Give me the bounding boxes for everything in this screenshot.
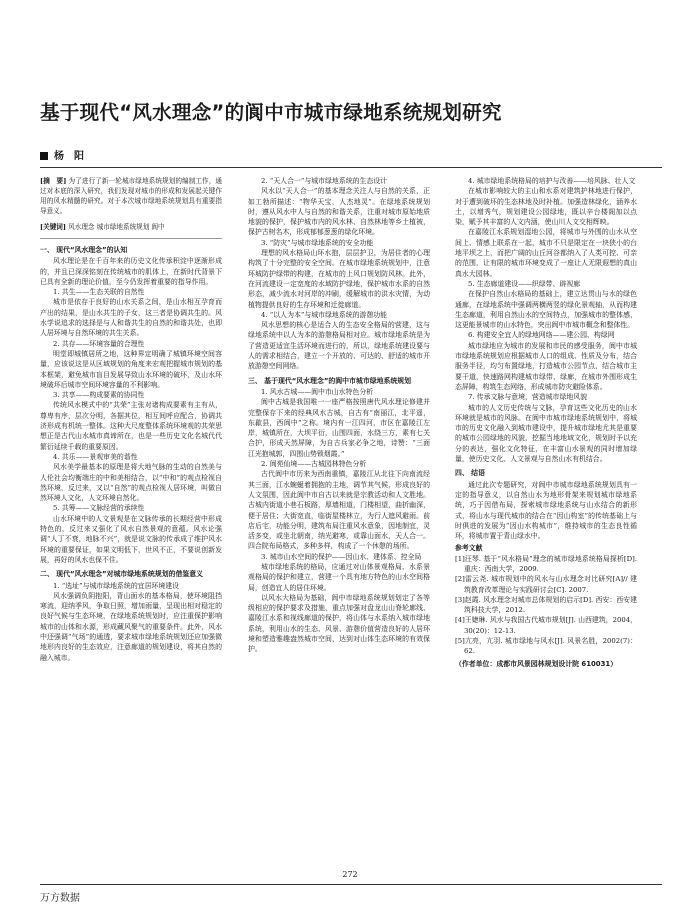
abstract-label: [摘 要] <box>40 177 67 185</box>
abstract <box>40 176 222 216</box>
column-left-body <box>40 245 222 663</box>
section-heading: 一、 现代“风水理念”的认知 <box>40 246 128 254</box>
column-middle-body <box>248 176 430 655</box>
paragraph: 在嘉陵江水系规划湿地公园，将城市与外围的山水从空间上、情感上联系在一起，城市不只是限定在一块狭小的台地平坝之上，而把广阔的山丘河谷都纳入了人类可控、可亲的范围，让有限的城市环境变成了一座让人无限遐想的真山真水大园林。 <box>455 228 637 278</box>
paragraph: 2. “天人合一”与城市绿地系统的生态设计 <box>261 177 388 185</box>
paragraph: 阆中古城是我国唯一一座严格按照唐代风水理论修建并完整保存下来的经典风水古城，自古有“南丽江，北平遥，东歙县，西阆中”之称。境内有一江四河，市区在嘉陵江左岸，城镇所在，大坝平衍，山围四面，水绕三方，素有七关合护，形成天然屏障，为自古兵家必争之地，诗赞：“三面江光抱城郭，四围山势锁烟霞。” <box>248 398 430 458</box>
abstract-rule <box>40 238 222 239</box>
paragraph: 3. “防灾”与城市绿地系统的安全功能 <box>261 238 374 247</box>
paragraph: 古代阆中市历来为西南重镇，嘉陵江从北往下向南流经其三面，江水蜿蜒着拥抱的主地，调节其气候，形成良好的人文氛围，因此阆中市自古以来就是宗教活动和人文胜地。古城内街道小巷石板路，厚墙相道，门楼相望，曲折幽深，便于居住；大街宽直，临街屋楼林立，为行人遮风避雨。前店后宅，功能分明，建筑布局注重风水意象，因地制宜，灵活多变，或坐北朝南，纳光避寒，或靠山面水，天人合一。四合院布局格式，多种多样，构成了一个休憩的场所。 <box>248 470 430 551</box>
keywords-text: 风水理念 城市绿地系统规划 阆中 <box>68 223 165 231</box>
paragraph: 通过此次专题研究，对阆中市城市绿地系统规划具有一定的指导意义，以自然山水为地形骨架来规划城市绿地系统，巧于因借布局，探索城市绿地系统与山水结合的新形式，将山水与现代城市的结合在“因山构室”的传统基础上与时俱进的发展为“因山水构城市”，维持城市的生态良性循环，将城市置于青山绿水中。 <box>455 480 637 541</box>
reference-item: [4]王婕琳. 风水与我国古代城市规划[J]. 山西建筑，2004，30(20)：12-13. <box>455 616 637 635</box>
paragraph: 城市是依存于良好的山水关系之间，是山水相互孕育而产出的结果，是山水共生的子女，这三者是协调共生的。风水学说追求的选择是与人和谐共生的自然的和谐共处，也即人居环境与自然环境的共生关系。 <box>40 298 222 338</box>
header-rule <box>40 167 662 168</box>
author-line <box>40 147 84 162</box>
paragraph: 风水理论是在千百年来的历史文化传承积淀中逐渐形成的，并且已深深铭刻在传统城市的肌体上，在新时代背景下已具有全新的理论价值，至今仍发挥着重要的指导作用。 <box>40 257 222 286</box>
author-name: 杨 阳 <box>54 151 84 162</box>
square-bullet-icon <box>40 152 48 160</box>
paragraph: 风水美学最基本的原理是将大地气脉的生动的自然美与人伦社会均衡端庄的中和美相结合，以“中和”的观点检视自然环境，反过来，又以“自然”的观点检视人居环境，叫做自然环境人文化，人文环境自然化。 <box>40 463 222 503</box>
section-heading: 四、 结语 <box>455 469 485 478</box>
keywords <box>40 222 222 232</box>
column-right-body <box>455 176 637 669</box>
reference-item: [1]汪琴. 基于“风水格局”理念的城市绿地系统格局探析[D]. 重庆：西南大学，2009. <box>455 554 637 573</box>
references-heading: 参考文献 <box>455 544 483 553</box>
paragraph: 4. 共乐——景观审美的谐性 <box>53 452 138 461</box>
paragraph: 传统风水模式中的“共荣”主张对诸构成要素有主有从，尊卑有序，层次分明，各据其位，相互间呼应配合，协调共济形成有机统一整体。这种大尺度整体系统环境观的共荣思想正是古代山水城市真谛所在，也是一些历史文化名城代代繁衍延续千载的重要原因。 <box>40 401 222 451</box>
paragraph: 风水强调负阴抱阳，背山面水的基本格局，使环境阻挡寒流，迎纳季风，争取日照，增加雨量，呈现出相对稳定的良好气候与生态环境，在绿地系统规划时，应注重保护影响城市的山体和水源，形成藏风聚气的重要条件。此外，风水中还强调“气场”的通透，要求城市绿地系统规划还应加强微地形内良好的生态效应，注意廊道的规划建设，将其自然的融入城市。 <box>40 591 222 662</box>
paragraph: 1. “选址”与城市绿地系统的宜居环境建设 <box>53 581 180 590</box>
paragraph: 明堂即城镇居所之地，这种界定明确了城镇环境空间容量，应该说这是从区域规划的角度来宏观把握城市规划的基本框架，避免城市盲目发展导致山水环境的破坏，及山水环境破坏后城市空间环境容量的不利影响。 <box>40 349 222 389</box>
paragraph: 4. “以人为本”与城市绿地系统的游憩功能 <box>261 310 388 319</box>
paragraph: 风水思想的核心是适合人的生态安全格局的营建，这与绿地系统中以人为本的游憩格局相对应。城市绿地系统是为了营造更适宜生活环境而进行的，所以，绿地系统建设要与人的需求相结合，建立一个开放的、可达的、舒适的城市开放游憩空间网络。 <box>248 321 430 371</box>
paragraph: 5. 生态廊道建设——织绿带、辟视廊 <box>468 279 581 288</box>
paragraph: 3. 共享——构成要素的协同性 <box>53 391 145 400</box>
paragraph: 在城市影响较大的主山和水系对建筑护林地进行保护，对于遭到破坏的生态林地及时补植。加强造林绿化，涵养水土，以增秀气，规划建设公园绿地，既以辛台楼阁加以点染，赋予其丰富的人文内涵，使山川人文交相辉映。 <box>455 187 637 227</box>
paragraph: 2. 共存——环境容量的合理性 <box>53 339 145 348</box>
column-right <box>455 176 637 876</box>
paragraph: 城市绿地应为城市的发展和市民的感受服务，阆中市城市绿地系统规划应根据城市人口的组成、性质及分布，结合服务半径，均匀布置绿地，打造城市公园节点，结合城市主要干道，快速路网构建城市绿带、绿廊，在城市外围形成生态屏障，构筑生态网络，形成城市防灾避险体系。 <box>455 341 637 391</box>
paragraph: 3. 城市山水空间的保护——因山水、建体系、控全局 <box>261 552 422 561</box>
paragraph: 风水以“天人合一”的基本理念关注人与自然的关系，正如工勃所描述：“物华天宝，人杰地灵”。在绿地系统规划时，遵从风水中人与自然的和谐关系，注重对城市原始地质地貌的保护，保护城市内的风水林、自然林地等乡土植被，保护古树名木，形成郁郁葱葱的绿化环境。 <box>248 187 430 237</box>
reference-item: [3]赵霞. 风水理念对城市总体规划的启示[D]. 西安：西安建筑科技大学，2012. <box>455 595 637 615</box>
footer-rule <box>40 884 662 885</box>
section-heading: 三、 基于现代“风水理念”的阆中市城市绿地系统规划 <box>248 376 412 385</box>
paper-title: 基于现代“风水理念”的阆中市城市绿地系统规划研究 <box>40 101 502 124</box>
paragraph: 4. 城市绿地系统格局的培护与改善——培风脉、壮人文 <box>468 177 636 185</box>
paragraph: 城市绿地系统的格局，应通过对山体景观格局、水系景观格局的保护和建立，营建一个具有地方特色的山水空间格局，创造宜人的居住环境。 <box>248 562 430 592</box>
paragraph: 1. 风水古城——阆中市山水特色分析 <box>261 387 374 396</box>
paragraph: 2. 阆苑仙境——古城园林特色分析 <box>261 460 367 469</box>
paragraph: 1. 共生——生态关联的自然性 <box>53 288 145 297</box>
abstract-text: 为了进行了新一轮城市绿地系统规划的编制工作，通过对本底的深入研究，我们发现对城市的形成和发展起关键作用的风水精髓的研究。对于本次城市绿地系统规划具有重要指导意义。 <box>40 177 222 215</box>
reference-item: [5]亢亮，亢羽. 城市绿地与风水[J]. 风景名胜，2002(7)：62. <box>455 637 637 656</box>
column-left <box>40 176 222 876</box>
paragraph: 7. 传承文脉与意境，营造城市绿地风貌 <box>468 393 588 402</box>
author-affiliation: （作者单位：成都市风景园林规划设计院 610031） <box>455 659 618 668</box>
paragraph: 城市的人文历史传统与文脉，孕育这些文化历史的山水环境就是城市的风脉。在阆中市城市绿地系统规划中，将城市的历史文化融入到城市建设中，提升城市绿地尤其是重要的城市公园绿地的风貌，挖掘当地地域文化，规划时予以充分的表达，强化文化特征，在丰富山水景观的同时增加绿量，使历史文化、人文景观与自然山水有机结合。 <box>455 403 637 464</box>
keywords-label: [关键词] <box>40 223 67 231</box>
paragraph: 山水环境中的人文景观是在文脉传承的长期经营中形成特色的，反过来又强化了风水自然景观的意蕴。风水论强调“人丁不衰，地脉不兴”，就是说文脉的传承成了维护风水环境的重要保证，如果文明低下，世风不正，不要说创新发展，再好的风水也保不住。 <box>40 514 222 564</box>
paragraph: 6. 构建安全宜人的绿地网络——建公园、构绿网 <box>468 331 615 340</box>
column-middle <box>248 176 430 876</box>
section-heading: 二、 现代“风水理念”对城市绿地系统规划的借鉴意义 <box>40 570 204 579</box>
paragraph: 理想的风水格局山环水抱，层层护卫，为居住者的心理构筑了十分完整的安全空间。在城市绿地系统规划中，注意环城防护绿带的构建，在城市的上风口规划防风林。此外，在河流建设一定宽度的水域防护绿地，保护城市水系的自然形态，减少流水对河岸的冲刷，缓解城市的洪水灾情，为动植物提供良好的生存环境和迁徙廊道。 <box>248 249 430 309</box>
footer-watermark: 万方数据 <box>40 893 80 904</box>
paragraph: 在保护自然山水格局的基础上，建立达贯山与水的绿色通廊，在绿地系统中强调两横两竖的绿化景观轴，从而构建生态廊道，利用自然山水的空间特点，加强城市的整体感，这更能景城市的山水特色，突出阆中市城市概念和整体性。 <box>455 290 637 330</box>
paragraph: 5. 共筹——文脉经营的承续性 <box>53 504 145 513</box>
page-number: 272 <box>342 870 358 879</box>
reference-item: [2]雷云尧. 城市规划中的风水与山水理念对比研究[A]// 建筑教育改革理论与实践研讨会[C]. 2007. <box>455 575 637 594</box>
paragraph: 以风水大格局为基础，阆中市绿地系统规划划定了各等级相应的保护要求及措施，重点加强对盘龙山山脊轮廓线、嘉陵江水系和视线廊道的保护，将山体与水系纳入城市绿地系统，利用山水的生态、风景、游憩价值营造良好的人居环境和塑造雅趣盎然城市空间，达到对山体生态环境的有效保护。 <box>248 593 430 654</box>
